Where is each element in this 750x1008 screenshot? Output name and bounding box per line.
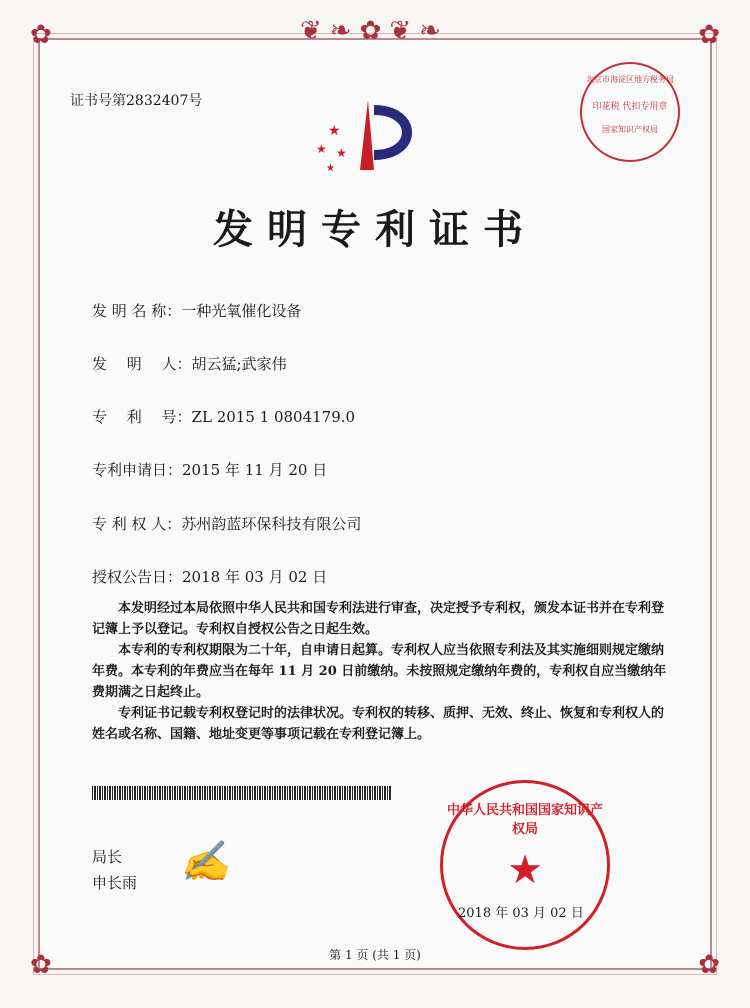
field-value: 2018 年 03 月 02 日 bbox=[182, 568, 328, 586]
emblem-icon: ★ bbox=[507, 847, 543, 893]
tax-stamp-seal bbox=[580, 62, 680, 162]
ornament-corner: ✿ bbox=[30, 20, 52, 50]
seal-text: 国家知识产权局 bbox=[602, 125, 658, 134]
legal-text bbox=[92, 598, 667, 745]
director-title: 局长 bbox=[92, 848, 123, 866]
field-value: 2015 年 11 月 20 日 bbox=[182, 461, 328, 479]
field-label: 发 明 人： bbox=[92, 355, 192, 373]
field-label: 发 明 名 称： bbox=[92, 302, 182, 320]
field-invention-name bbox=[92, 300, 301, 321]
field-label: 授权公告日： bbox=[92, 568, 183, 586]
ornament-top: ❦❧✿❦❧ bbox=[300, 16, 449, 46]
page-title: 发明专利证书 bbox=[213, 207, 537, 253]
field-patent-number bbox=[92, 406, 355, 427]
barcode bbox=[92, 786, 392, 800]
svg-text:★: ★ bbox=[336, 146, 347, 160]
director-name: 申长雨 bbox=[92, 874, 138, 892]
field-label: 专利申请日： bbox=[92, 461, 183, 479]
field-grant-date bbox=[92, 566, 327, 587]
field-value: 胡云猛;武家伟 bbox=[191, 355, 287, 373]
page-footer: 第 1 页 (共 1 页) bbox=[329, 948, 421, 962]
paragraph: 专利证书记载专利权登记时的法律状况。专利权的转移、质押、无效、终止、恢复和专利权人的姓名或名称、国籍、地址变更等事项记载在专利登记簿上。 bbox=[92, 706, 665, 742]
field-label: 专 利 权 人： bbox=[92, 515, 182, 533]
svg-text:★: ★ bbox=[328, 123, 341, 139]
seal-text: 中华人民共和国国家知识产权局 bbox=[446, 803, 603, 837]
field-value: 一种光氧催化设备 bbox=[181, 302, 302, 320]
field-application-date bbox=[92, 459, 327, 480]
ornament-corner: ✿ bbox=[698, 950, 720, 980]
field-label: 专 利 号： bbox=[92, 408, 192, 426]
field-value: ZL 2015 1 0804179.0 bbox=[191, 408, 356, 426]
paragraph: 本发明经过本局依照中华人民共和国专利法进行审查，决定授予专利权，颁发本证书并在专利登记簿上予以登记。专利权自授权公告之日起生效。 bbox=[92, 601, 665, 637]
certificate-number: 证书号第2832407号 bbox=[70, 93, 203, 109]
ornament-corner: ✿ bbox=[698, 20, 720, 50]
ornament-corner: ✿ bbox=[30, 950, 52, 980]
official-seal bbox=[440, 780, 610, 950]
svg-text:★: ★ bbox=[326, 163, 335, 174]
seal-text: 印花税 代扣专用章 bbox=[592, 102, 668, 112]
field-patentee bbox=[92, 513, 361, 534]
field-inventor bbox=[92, 353, 287, 374]
field-value: 苏州韵蓝环保科技有限公司 bbox=[181, 515, 362, 533]
signature: ✍ bbox=[180, 839, 230, 885]
certificate-border bbox=[38, 38, 712, 970]
paragraph: 本专利的专利权期限为二十年，自申请日起算。专利权人应当依照专利法及其实施细则规定缴纳年费。本专利的年费应当在每年 11 月 20 日前缴纳。未按照规定缴纳年费的，专利权自应当缴纳年费期满之日起终止。 bbox=[92, 643, 667, 700]
seal-text: 北京市海淀区地方税务局 bbox=[586, 75, 674, 84]
seal-date: 2018 年 03 月 02 日 bbox=[458, 906, 584, 921]
svg-text:★: ★ bbox=[316, 142, 327, 156]
cnipa-logo-icon bbox=[308, 95, 428, 175]
